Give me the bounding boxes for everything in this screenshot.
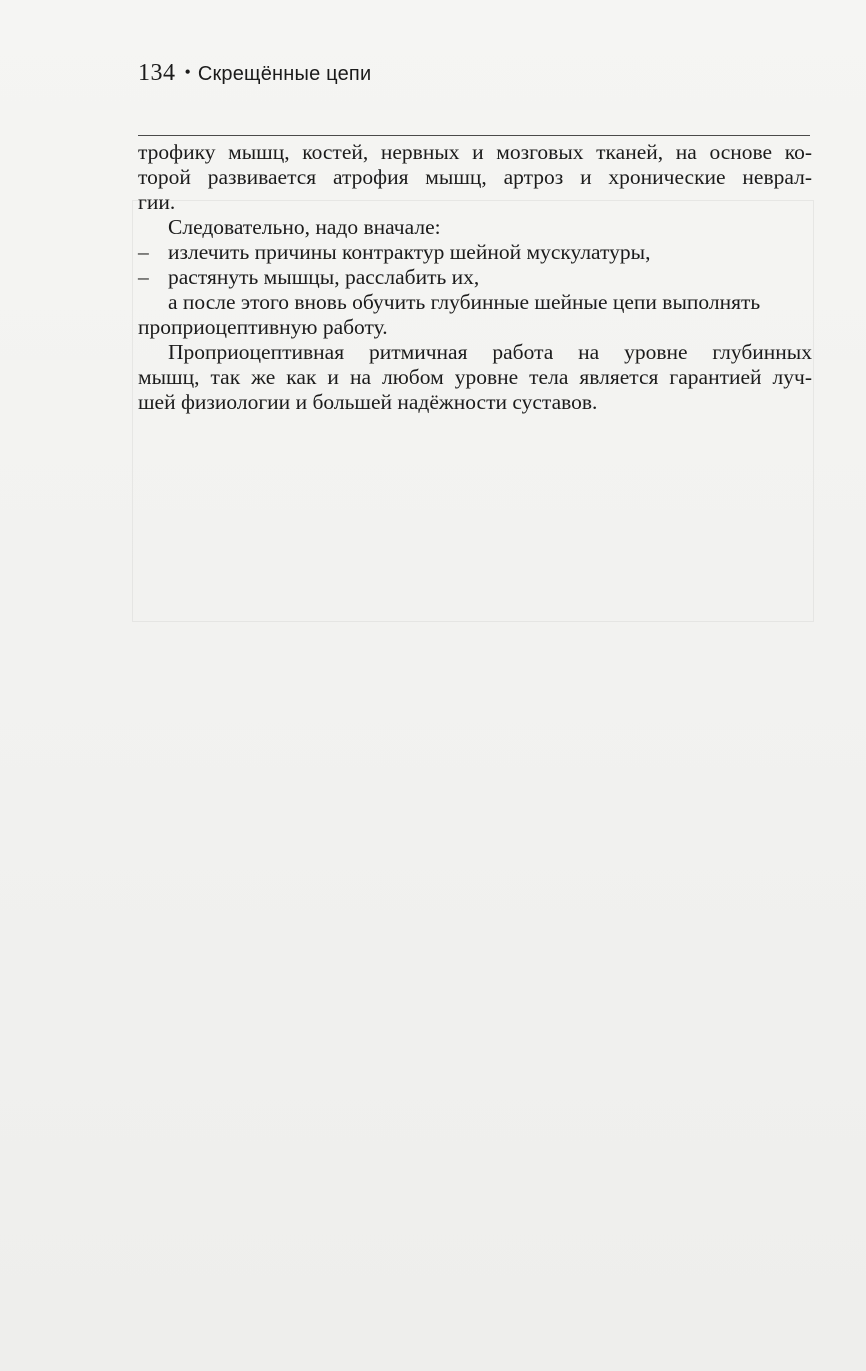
page-number: 134 <box>138 60 176 86</box>
header-rule <box>138 135 810 136</box>
header-separator: • <box>184 62 191 82</box>
text-line: гии. <box>138 190 176 214</box>
running-header <box>138 60 371 87</box>
text-line: шей физиологии и большей надёжности суставов. <box>138 390 598 414</box>
list-marker: – <box>138 240 149 264</box>
list-item <box>138 240 812 265</box>
paragraph-intro: Следовательно, надо вначале: <box>168 215 441 239</box>
list-item-text: излечить причины контрактур шейной мускулатуры, <box>168 240 651 264</box>
body-text <box>138 140 812 415</box>
text-line: мышц, так же как и на любом уровне тела является гарантией луч- <box>138 365 812 389</box>
text-line: проприоцептивную работу. <box>138 315 388 339</box>
text-line: торой развивается атрофия мышц, артроз и хронические неврал- <box>138 165 812 189</box>
list-item <box>138 265 812 290</box>
text-line: трофику мышц, костей, нервных и мозговых тканей, на основе ко- <box>138 140 812 164</box>
text-line: а после этого вновь обучить глубинные шейные цепи выполнять <box>168 290 761 314</box>
list-marker: – <box>138 265 149 289</box>
list-item-text: растянуть мышцы, расслабить их, <box>168 265 480 289</box>
running-title: Скрещённые цепи <box>197 63 372 85</box>
text-line: Проприоцептивная ритмичная работа на уровне глубинных <box>168 340 812 364</box>
